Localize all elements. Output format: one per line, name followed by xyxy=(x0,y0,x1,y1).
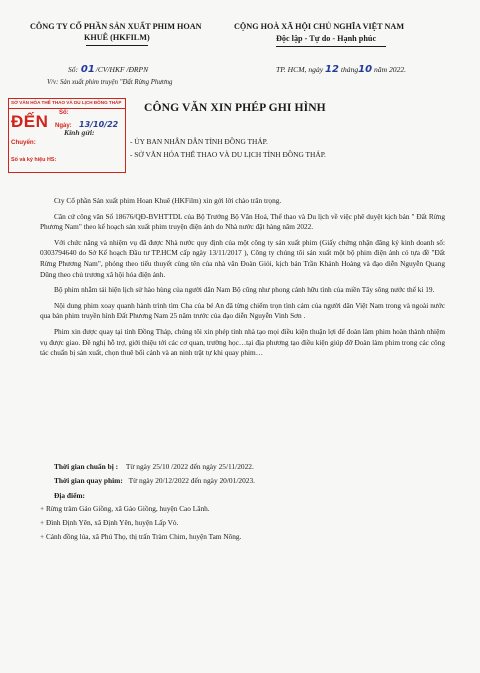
date-month-label: tháng xyxy=(340,65,359,74)
paragraph-legal-basis: Căn cứ công văn Số 18676/QĐ-BVHTTDL của Bộ Trưởng Bộ Văn Hoá, Thể thao và Du lịch về việc phê duyệt kịch bản " Đất Rừng Phương Nam" theo kế hoạch sản xuất phim truyện điện ảnh do Nhà nước đặt hàng năm 2022. xyxy=(40,211,445,232)
nation-title: CỘNG HOÀ XÃ HỘI CHỦ NGHĨA VIỆT NAM xyxy=(234,22,405,31)
date-prefix: TP. HCM, ngày xyxy=(276,65,324,74)
doc-number-handwritten: 01 xyxy=(80,64,95,75)
subject-line: V/v: Sản xuất phim truyện "Đất Rừng Phương xyxy=(47,79,173,86)
issue-date xyxy=(276,64,406,75)
stamp-den: ĐẾN xyxy=(11,112,49,131)
location-3: + Cánh đồng lúa, xã Phú Thọ, thị trấn Tràm Chim, huyện Tam Nông. xyxy=(40,532,242,541)
document-body xyxy=(40,196,445,364)
stamp-divider xyxy=(9,108,125,109)
locations-label: Địa điểm: xyxy=(54,491,85,500)
schedule-shoot-label: Thời gian quay phim: xyxy=(54,476,123,485)
schedule-shoot-value: Từ ngày 20/12/2022 đến ngày 20/01/2023. xyxy=(128,476,256,485)
date-month: 10 xyxy=(358,64,373,75)
location-1: + Rừng tràm Gáo Giồng, xã Gáo Giồng, huyện Cao Lãnh. xyxy=(40,504,210,513)
paragraph-request: Phim xin được quay tại tỉnh Đồng Tháp, chúng tôi xin phép tỉnh nhà tạo mọi điều kiện thuận lợi để đoàn làm phim hoàn thành nhiệm vụ được giao. Đề nghị hỗ trợ, giới thiệu tới các cơ quan, trường học…tại địa phương tạo điều kiện giúp đỡ Đoàn làm phim trong các công tác chuẩn bị sản xuất, chọn thuê bối cảnh và an ninh trật tự khi quay phim… xyxy=(40,326,445,358)
company-underline xyxy=(86,45,148,46)
company-name-line1: CÔNG TY CỔ PHẦN SẢN XUẤT PHIM HOAN xyxy=(30,22,202,31)
stamp-chuyen-label: Chuyển: xyxy=(11,139,36,146)
schedule-prep xyxy=(54,462,254,471)
date-year: năm 2022. xyxy=(374,65,407,74)
paragraph-company-function: Với chức năng và nhiệm vụ đã được Nhà nước quy định của một công ty sản xuất phim (Giấy chứng nhận đăng ký kinh doanh số: 0303794640 do Sở Kế hoạch Đầu tư TP.HCM cấp ngày 13/11/2017 ), Công ty chúng tôi sản xuất một bộ phim điện ảnh có tựa đề "Đất Rừng Phương Nam", phóng theo tiểu thuyết cùng tên của nhà văn Đoàn Giỏi, kịch bản Trần Khánh Hoàng và đạo diễn Nguyễn Quang Dũng theo chủ trương xã hội hóa điện ảnh. xyxy=(40,237,445,279)
company-name-line2: KHUÊ (HKFILM) xyxy=(84,33,150,42)
schedule-shoot xyxy=(54,476,255,485)
location-2: + Đình Định Yên, xã Định Yên, huyện Lấp Vò. xyxy=(40,518,179,527)
stamp-ngay-value: 13/10/22 xyxy=(79,120,119,129)
paragraph-greeting: Cty Cổ phần Sản xuất phim Hoan Khuê (HKFilm) xin gởi lời chào trân trọng. xyxy=(54,196,282,205)
doc-number-prefix: Số: xyxy=(68,65,78,74)
recipient-1: - ỦY BAN NHÂN DÂN TỈNH ĐỒNG THÁP. xyxy=(130,137,268,146)
paragraph-film-content: Nội dung phim xoay quanh hành trình tìm Cha của bé An đã từng chiếm trọn tình cảm của người dân Việt Nam trong và ngoài nước qua bản phim truyền hình Đất Phương Nam 25 năm trước của đạo diễn Nguyễn Vinh Sơn . xyxy=(40,300,445,321)
recipient-2: - SỞ VĂN HÓA THỂ THAO VÀ DU LỊCH TỈNH ĐỒNG THÁP. xyxy=(130,150,326,159)
schedule-prep-label: Thời gian chuẩn bị : xyxy=(54,462,119,471)
date-day: 12 xyxy=(325,64,339,75)
stamp-org: SỞ VĂN HÓA THỂ THAO VÀ DU LỊCH ĐỒNG THÁP xyxy=(11,100,122,105)
paragraph-film-purpose: Bộ phim nhằm tái hiện lịch sử hào hùng của người dân Nam Bộ cũng như phong cảnh hữu tình của miền Tây sông nước thế kỉ 19. xyxy=(54,285,435,295)
doc-number-suffix: /CV/HKF /ĐRPN xyxy=(95,65,149,74)
nation-motto: Độc lập - Tự do - Hạnh phúc xyxy=(276,34,377,43)
doc-number xyxy=(68,64,148,75)
document-title: CÔNG VĂN XIN PHÉP GHI HÌNH xyxy=(144,101,326,114)
schedule-prep-value: Từ ngày 25/10 /2022 đến ngày 25/11/2022. xyxy=(125,462,254,471)
stamp-luu-label: Số và ký hiệu HS: xyxy=(11,157,57,163)
kinh-gui-label: Kính gửi: xyxy=(64,128,95,137)
motto-underline xyxy=(276,46,386,47)
stamp-ngay-label: Ngày: xyxy=(55,123,72,129)
stamp-so-label: Số: xyxy=(59,110,69,116)
